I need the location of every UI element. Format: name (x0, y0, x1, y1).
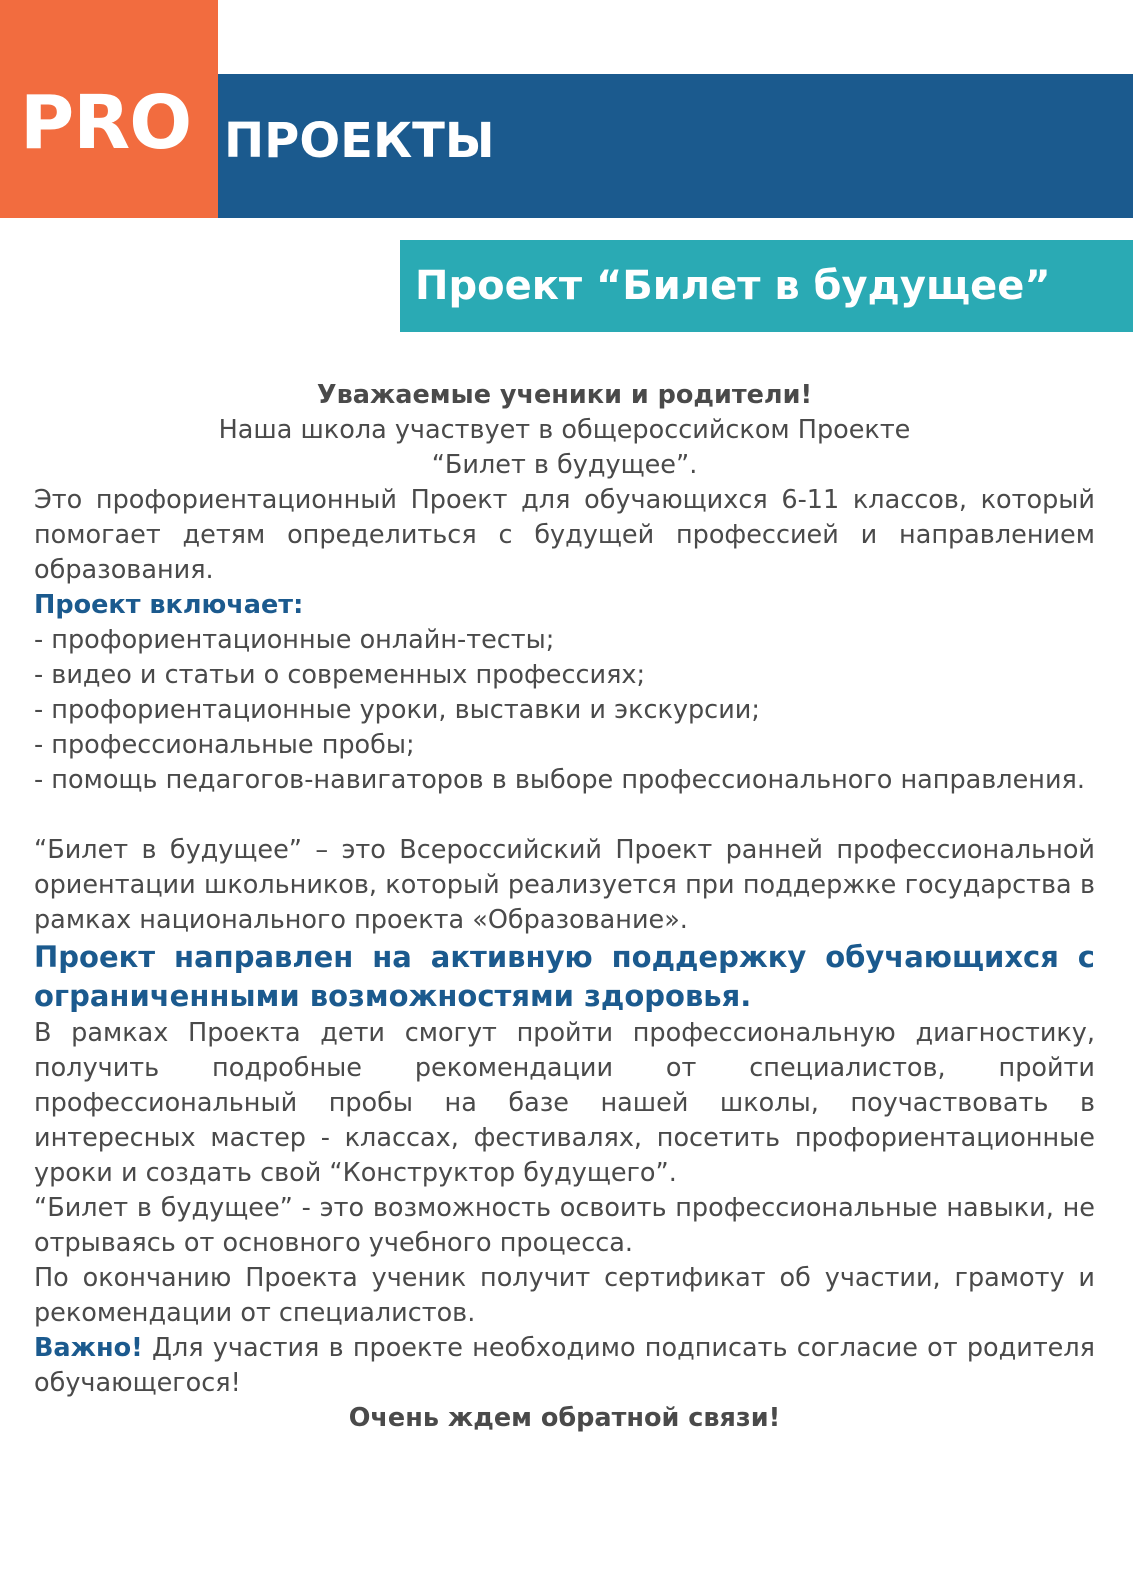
important-label: Важно! (34, 1333, 143, 1363)
list-item: - видео и статьи о современных профессиях; (34, 660, 646, 690)
about-paragraph: “Билет в будущее” – это Всероссийский Проект ранней профессиональной ориентации школьников, который реализуется при поддержке государства в рамках национального проекта «Образование». (34, 835, 1095, 935)
intro-line-2: “Билет в будущее”. (431, 450, 698, 480)
document-body (34, 378, 1095, 1436)
certificate-paragraph: По окончанию Проекта ученик получит сертификат об участии, грамоту и рекомендации от специалистов. (34, 1263, 1095, 1328)
intro-line-1: Наша школа участвует в общероссийском Проекте (218, 415, 911, 445)
important-text: Для участия в проекте необходимо подписать согласие от родителя обучающегося! (34, 1333, 1095, 1398)
list-item: - профориентационные онлайн-тесты; (34, 625, 555, 655)
list-item: - помощь педагогов-навигаторов в выборе профессионального направления. (34, 765, 1085, 795)
list-item: - профориентационные уроки, выставки и экскурсии; (34, 695, 760, 725)
greeting: Уважаемые ученики и родители! (316, 380, 813, 410)
focus-heading: Проект направлен на активную поддержку обучающихся с ограниченными возможностями здоровья. (34, 940, 1095, 1013)
skills-paragraph: “Билет в будущее” - это возможность освоить профессиональные навыки, не отрываясь от основного учебного процесса. (34, 1193, 1095, 1258)
opportunities-paragraph: В рамках Проекта дети смогут пройти профессиональную диагностику, получить подробные рекомендации от специалистов, пройти профессиональный пробы на базе нашей школы, поучаствовать в интересных мастер - классах, фестивалях, посетить профориентационные уроки и создать свой “Конструктор будущего”. (34, 1018, 1095, 1188)
brand-projects-label: ПРОЕКТЫ (224, 113, 495, 169)
page-title: Проект “Билет в будущее” (415, 263, 1051, 309)
includes-heading: Проект включает: (34, 590, 304, 620)
spacer (34, 798, 1095, 833)
closing-line: Очень ждем обратной связи! (348, 1403, 781, 1433)
description-paragraph: Это профориентационный Проект для обучающихся 6-11 классов, который помогает детям определиться с будущей профессией и направлением образования. (34, 485, 1095, 585)
brand-pro-logo: PRO (20, 80, 192, 166)
important-paragraph (34, 1331, 1095, 1401)
list-item: - профессиональные пробы; (34, 730, 415, 760)
